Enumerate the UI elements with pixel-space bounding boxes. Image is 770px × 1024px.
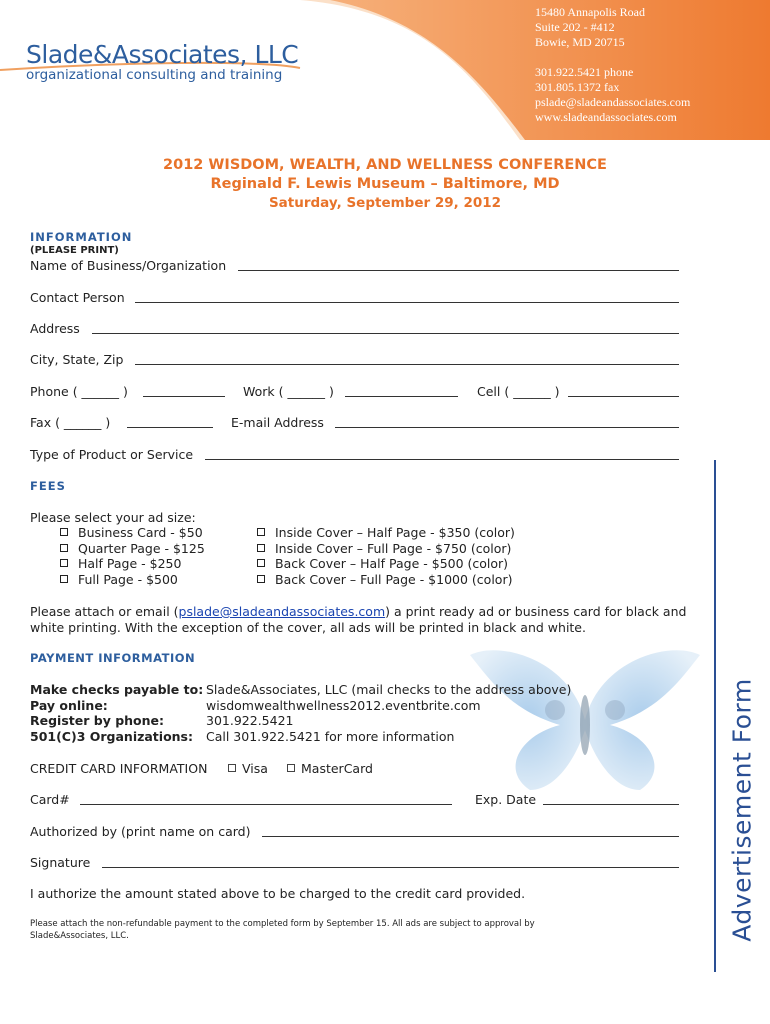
fees-left-options <box>60 525 205 587</box>
side-title: Advertisement Form <box>727 678 757 942</box>
company-logo <box>26 40 298 83</box>
company-tagline: organizational consulting and training <box>26 67 283 83</box>
business-field[interactable] <box>238 270 679 271</box>
work-field[interactable] <box>345 396 458 397</box>
payment-heading: PAYMENT INFORMATION <box>30 651 196 665</box>
online-label: Pay online: <box>30 697 108 713</box>
email-link[interactable]: pslade@sladeandassociates.com <box>178 604 386 619</box>
authorize-statement: I authorize the amount stated above to be charged to the credit card provided. <box>30 886 526 901</box>
option-quarter-page[interactable]: Quarter Page - $125 <box>60 541 205 557</box>
phone-reg-label: Register by phone: <box>30 713 165 728</box>
company-name: Slade&Associates, LLC <box>26 40 299 69</box>
business-label: Name of Business/Organization <box>30 258 227 273</box>
fax-label: Fax ( ______ ) <box>30 415 111 430</box>
city-label: City, State, Zip <box>30 352 124 367</box>
checkbox-icon[interactable] <box>287 764 295 772</box>
card-field[interactable] <box>80 804 452 805</box>
work-label: Work ( ______ ) <box>243 384 334 399</box>
contact-website[interactable]: www.sladeandassociates.com <box>535 110 677 124</box>
product-label: Type of Product or Service <box>30 447 194 462</box>
exp-label: Exp. Date <box>475 792 537 807</box>
checks-label: Make checks payable to: <box>30 682 204 697</box>
checkbox-icon[interactable] <box>60 575 68 583</box>
cell-label: Cell ( ______ ) <box>477 384 560 399</box>
contact-email[interactable]: pslade@sladeandassociates.com <box>535 95 691 109</box>
signature-field[interactable] <box>102 867 679 868</box>
information-heading: INFORMATION <box>30 230 133 244</box>
side-divider <box>714 460 716 972</box>
address-line2: Suite 202 - #412 <box>535 20 615 34</box>
contact-fax: 301.805.1372 fax <box>535 80 620 94</box>
checkbox-icon[interactable] <box>228 764 236 772</box>
checkbox-icon[interactable] <box>257 544 265 552</box>
product-field[interactable] <box>205 459 679 460</box>
fees-note: Please attach or email (pslade@sladeandassociates.com) a print ready ad or business card for black and white printing. With the exception of the cover, all ads will be printed in black and white. <box>30 604 687 635</box>
card-label: Card# <box>30 792 70 807</box>
checkbox-icon[interactable] <box>60 528 68 536</box>
checkbox-icon[interactable] <box>257 575 265 583</box>
checkbox-icon[interactable] <box>257 559 265 567</box>
title-line1: 2012 WISDOM, WEALTH, AND WELLNESS CONFERENCE <box>163 157 607 173</box>
option-business-card[interactable]: Business Card - $50 <box>60 525 205 541</box>
contact-block <box>535 5 690 125</box>
address-line3: Bowie, MD 20715 <box>535 35 625 49</box>
fax-field[interactable] <box>127 427 213 428</box>
authorized-label: Authorized by (print name on card) <box>30 824 251 839</box>
phone-label: Phone ( ______ ) <box>30 384 128 399</box>
email-field[interactable] <box>335 427 679 428</box>
conference-title <box>0 156 770 213</box>
contact-phone: 301.922.5421 phone <box>535 65 634 79</box>
cc-label: CREDIT CARD INFORMATION <box>30 761 208 776</box>
fees-prompt: Please select your ad size: <box>30 510 196 525</box>
option-full-page[interactable]: Full Page - $500 <box>60 572 205 588</box>
title-line2: Reginald F. Lewis Museum – Baltimore, MD <box>210 176 560 192</box>
online-value[interactable]: wisdomwealthwellness2012.eventbrite.com <box>206 697 481 713</box>
checkbox-icon[interactable] <box>60 544 68 552</box>
exp-field[interactable] <box>543 804 679 805</box>
phone-field[interactable] <box>143 396 225 397</box>
cell-field[interactable] <box>568 396 679 397</box>
option-half-page[interactable]: Half Page - $250 <box>60 556 205 572</box>
checkbox-icon[interactable] <box>257 528 265 536</box>
option-back-cover-half[interactable]: Back Cover – Half Page - $500 (color) <box>257 556 515 572</box>
signature-label: Signature <box>30 855 91 870</box>
address-field[interactable] <box>92 333 679 334</box>
fees-right-options <box>257 525 515 587</box>
payment-details <box>30 682 571 744</box>
option-inside-cover-half[interactable]: Inside Cover – Half Page - $350 (color) <box>257 525 515 541</box>
contact-field[interactable] <box>135 302 679 303</box>
org-label: 501(C)3 Organizations: <box>30 728 193 744</box>
city-field[interactable] <box>135 364 679 365</box>
email-label: E-mail Address <box>231 415 324 430</box>
footnote: Please attach the non-refundable payment to the completed form by September 15. All ads are subject to approval by Slade&Associates, LLC. <box>30 919 535 941</box>
authorized-field[interactable] <box>262 836 679 837</box>
checks-value: Slade&Associates, LLC (mail checks to the address above) <box>206 682 572 697</box>
address-line1: 15480 Annapolis Road <box>535 5 645 19</box>
information-subheading: (PLEASE PRINT) <box>30 245 119 256</box>
fees-heading: FEES <box>30 479 66 493</box>
checkbox-icon[interactable] <box>60 559 68 567</box>
option-inside-cover-full[interactable]: Inside Cover – Full Page - $750 (color) <box>257 541 515 557</box>
address-label: Address <box>30 321 80 336</box>
visa-option[interactable]: Visa <box>228 761 268 776</box>
option-back-cover-full[interactable]: Back Cover – Full Page - $1000 (color) <box>257 572 515 588</box>
mastercard-option[interactable]: MasterCard <box>287 761 373 776</box>
contact-label: Contact Person <box>30 290 125 305</box>
org-value: Call 301.922.5421 for more information <box>206 728 455 744</box>
phone-reg-value: 301.922.5421 <box>206 713 294 728</box>
title-line3: Saturday, September 29, 2012 <box>268 195 502 211</box>
